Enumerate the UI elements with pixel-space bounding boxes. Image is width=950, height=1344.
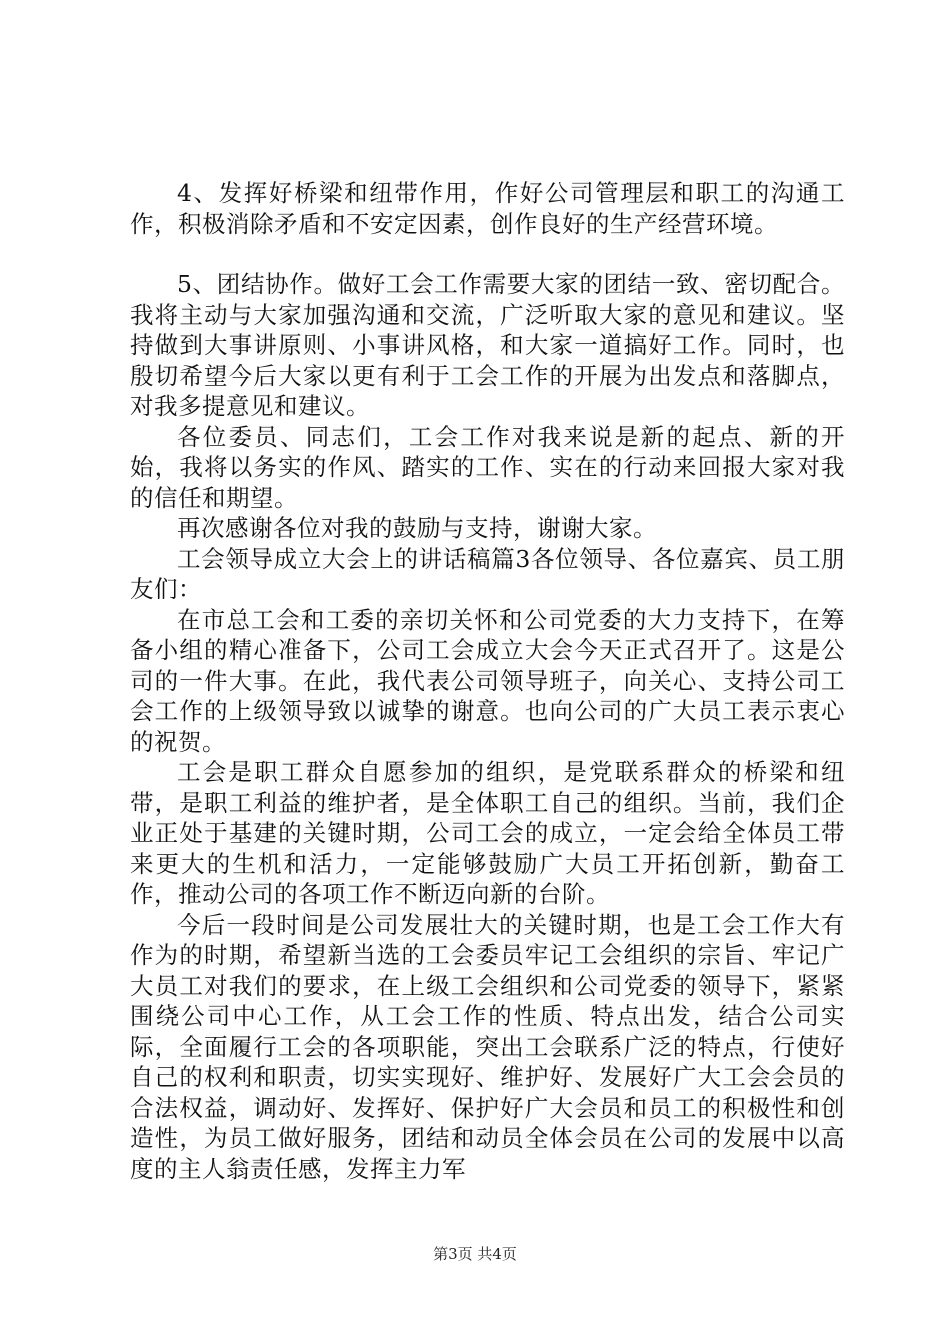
paragraph-union-role: 工会是职工群众自愿参加的组织，是党联系群众的桥梁和纽带，是职工利益的维护者，是全体职工自己的组织。当前，我们企业正处于基建的关键时期，公司工会的成立，一定会给全体员工带来更大的生机和活力，一定能够鼓励广大员工开拓创新，勤奋工作，推动公司的各项工作不断迈向新的台阶。 bbox=[130, 758, 845, 908]
paragraph-speech-3-opening: 在市总工会和工委的亲切关怀和公司党委的大力支持下，在筹备小组的精心准备下，公司工会成立大会今天正式召开了。这是公司的一件大事。在此，我代表公司领导班子，向关心、支持公司工会工作的上级领导致以诚挚的谢意。也向公司的广大员工表示衷心的祝贺。 bbox=[130, 605, 845, 756]
document-body bbox=[130, 178, 845, 1184]
paragraph-item-5: 5、团结协作。做好工会工作需要大家的团结一致、密切配合。我将主动与大家加强沟通和交流，广泛听取大家的意见和建议。坚持做到大事讲原则、小事讲风格，和大家一道搞好工作。同时，也殷切希望今后大家以更有利于工会工作的开展为出发点和落脚点，对我多提意见和建议。 bbox=[130, 270, 845, 420]
paragraph-future-work: 今后一段时间是公司发展壮大的关键时期，也是工会工作大有作为的时期，希望新当选的工会委员牢记工会组织的宗旨、牢记广大员工对我们的要求，在上级工会组织和公司党委的领导下，紧紧围绕公司中心工作，从工会工作的性质、特点出发，结合公司实际，全面履行工会的各项职能，突出工会联系广泛的特点，行使好自己的权利和职责，切实实现好、维护好、发展好广大工会会员的合法权益，调动好、发挥好、保护好广大会员和员工的积极性和创造性，为员工做好服务，团结和动员全体会员在公司的发展中以高度的主人翁责任感，发挥主力军 bbox=[130, 910, 845, 1183]
paragraph-speech-3-heading: 工会领导成立大会上的讲话稿篇3各位领导、各位嘉宾、员工朋友们： bbox=[130, 544, 845, 603]
paragraph-closing-remarks: 各位委员、同志们，工会工作对我来说是新的起点、新的开始，我将以务实的作风、踏实的工作、实在的行动来回报大家对我的信任和期望。 bbox=[130, 422, 845, 512]
page-number-footer: 第3页 共4页 bbox=[433, 1245, 517, 1263]
paragraph-thanks: 再次感谢各位对我的鼓励与支持，谢谢大家。 bbox=[177, 514, 657, 542]
paragraph-item-4: 4、发挥好桥梁和纽带作用，作好公司管理层和职工的沟通工作，积极消除矛盾和不安定因素，创作良好的生产经营环境。 bbox=[130, 179, 845, 238]
